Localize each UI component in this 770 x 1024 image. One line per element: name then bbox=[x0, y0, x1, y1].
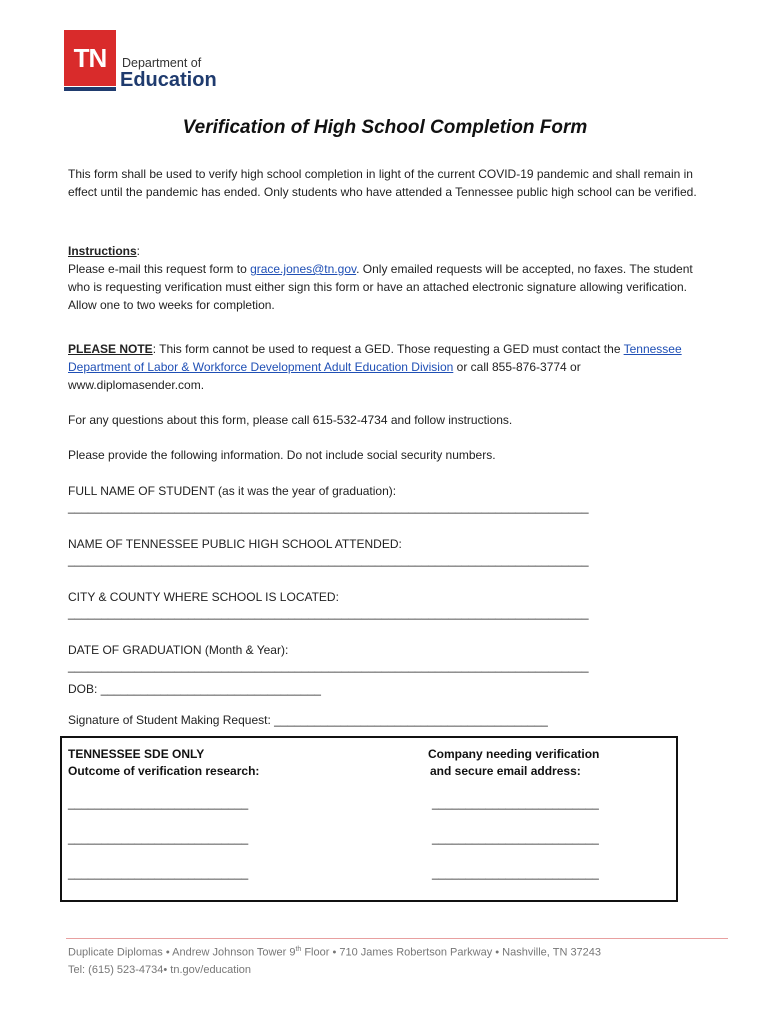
company-title: Company needing verification bbox=[428, 747, 600, 761]
signature-blank[interactable]: _________________________________________ bbox=[274, 713, 548, 727]
questions-paragraph: For any questions about this form, please call 615-532-4734 and follow instructions. bbox=[68, 413, 513, 427]
page-title: Verification of High School Completion Form bbox=[182, 117, 588, 138]
date-blank[interactable]: ______________________________________________________________________________ bbox=[68, 659, 589, 673]
school-blank[interactable]: ______________________________________________________________________________ bbox=[68, 553, 589, 567]
company-blank-3[interactable]: _________________________ bbox=[432, 866, 599, 880]
footer-address-a: Duplicate Diplomas • Andrew Johnson Tower 9 bbox=[68, 946, 296, 959]
company-email-label: and secure email address: bbox=[430, 764, 581, 778]
note-heading: PLEASE NOTE bbox=[68, 342, 153, 356]
company-blank-2[interactable]: _________________________ bbox=[432, 831, 599, 845]
full-name-label: FULL NAME OF STUDENT (as it was the year of graduation): bbox=[68, 484, 397, 498]
city-blank[interactable]: ______________________________________________________________________________ bbox=[68, 606, 589, 620]
sde-only-title: TENNESSEE SDE ONLY bbox=[68, 747, 205, 761]
footer-divider bbox=[66, 938, 728, 939]
footer-address-sup: th bbox=[295, 946, 302, 953]
footer-address-b: Floor • 710 James Robertson Parkway • Nashville, TN 37243 bbox=[301, 946, 602, 959]
dob-label: DOB: bbox=[68, 682, 98, 696]
outcome-label: Outcome of verification research: bbox=[68, 764, 260, 778]
signature-row bbox=[68, 711, 700, 729]
instructions-text-2: . Only emailed requests will be accepted, no faxes. The student who is requesting verification must either sign this form or have an attached electronic signature allowing verification. Allow one to two weeks for completion. bbox=[68, 262, 693, 312]
logo-department-text: Department of bbox=[122, 56, 202, 70]
outcome-blank-1[interactable]: ___________________________ bbox=[68, 796, 249, 810]
note-text-2: or call 855-876-3774 or www.diplomasender.com. bbox=[68, 360, 581, 392]
company-blank-1[interactable]: _________________________ bbox=[432, 796, 599, 810]
date-label: DATE OF GRADUATION (Month & Year): bbox=[68, 643, 289, 657]
instructions-section: Instructions: Please e-mail this request form to grace.jones@tn.gov. Only emailed requests will be accepted, no faxes. The student who is requesting verification must either sign this form or have an attached electronic signature allowing verification. Allow one to two weeks for completion. bbox=[68, 244, 693, 312]
provide-paragraph: Please provide the following information. Do not include social security numbers. bbox=[68, 448, 496, 462]
instructions-text-1: Please e-mail this request form to bbox=[68, 262, 251, 276]
logo-education-text: Education bbox=[120, 69, 217, 91]
signature-label: Signature of Student Making Request: bbox=[68, 713, 271, 727]
labor-department-link[interactable]: Tennessee Department of Labor & Workforce Development Adult Education Division bbox=[68, 342, 682, 374]
tn-education-logo bbox=[64, 30, 224, 92]
outcome-blank-2[interactable]: ___________________________ bbox=[68, 831, 249, 845]
school-label: NAME OF TENNESSEE PUBLIC HIGH SCHOOL ATTENDED: bbox=[68, 537, 402, 551]
logo-underline bbox=[64, 87, 116, 91]
note-section bbox=[68, 340, 700, 394]
note-text-1: : This form cannot be used to request a GED. Those requesting a GED must contact the bbox=[152, 342, 624, 356]
full-name-blank[interactable]: ______________________________________________________________________________ bbox=[68, 500, 589, 514]
tn-logo-mark: TN bbox=[64, 30, 116, 86]
outcome-blank-3[interactable]: ___________________________ bbox=[68, 866, 249, 880]
verification-box bbox=[60, 736, 678, 902]
instructions-heading: Instructions bbox=[68, 244, 137, 258]
dob-blank[interactable]: _________________________________ bbox=[100, 682, 321, 696]
intro-paragraph: This form shall be used to verify high school completion in light of the current COVID-19 pandemic and shall remain in effect until the pandemic has ended. Only students who have attended a Tennessee public high school can be verified. bbox=[68, 167, 697, 199]
dob-row bbox=[68, 680, 700, 698]
city-label: CITY & COUNTY WHERE SCHOOL IS LOCATED: bbox=[68, 590, 339, 604]
footer-contact: Tel: (615) 523-4734• tn.gov/education bbox=[68, 964, 252, 976]
email-link[interactable]: grace.jones@tn.gov bbox=[250, 262, 357, 276]
footer-address bbox=[68, 946, 601, 959]
